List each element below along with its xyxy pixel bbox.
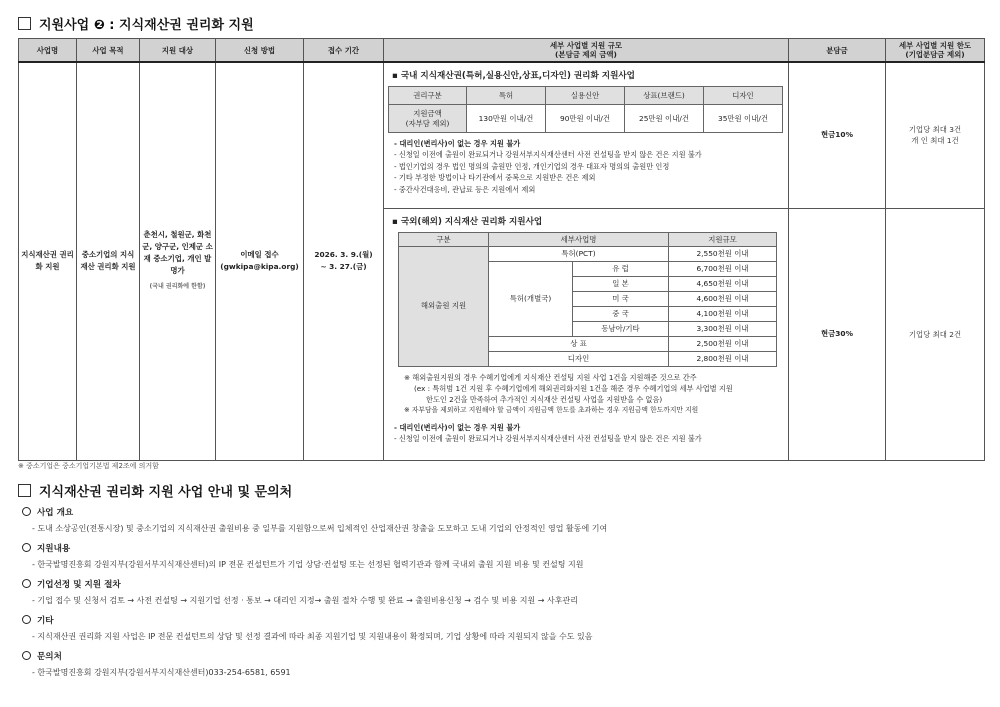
overseas-header-row — [399, 232, 777, 246]
domestic-limit-cell — [886, 62, 985, 208]
overseas-row-name: 상 표 — [489, 336, 669, 351]
domestic-amount-row — [389, 105, 783, 133]
overseas-row-name: 중 국 — [573, 306, 669, 321]
overseas-share: 현금30% — [821, 329, 853, 338]
apply-method: 이메일 접수 — [240, 250, 279, 260]
domestic-scale-cell — [384, 62, 789, 208]
overseas-limit-cell — [886, 208, 985, 460]
overseas-row-name: 동남아/기타 — [573, 321, 669, 336]
overseas-row-name: 유 럽 — [573, 261, 669, 276]
circle-bullet-icon — [22, 507, 31, 516]
guide-item-title: 기업선정 및 지원 절차 — [37, 580, 121, 590]
apply-email: (gwkipa@kipa.org) — [220, 262, 299, 272]
domestic-note: - 신청일 이전에 출원이 완료되거나 강원서부지식재산센터 사전 컨설팅을 받지 않은 건은 지원 불가 — [394, 150, 702, 160]
overseas-col-scale: 지원규모 — [669, 232, 777, 246]
header-limit-line2: (기업분담금 제외) — [905, 50, 965, 59]
header-purpose: 사업 목적 — [77, 39, 140, 63]
section-heading-guide — [18, 481, 292, 500]
circle-bullet-icon — [22, 579, 31, 588]
guide-item-overview — [22, 506, 608, 533]
table-header-row — [19, 39, 985, 63]
guide-item-procedure — [22, 578, 578, 605]
overseas-remarks — [404, 372, 784, 416]
guide-item-title: 사업 개요 — [37, 508, 74, 518]
overseas-limit: 기업당 최대 2건 — [908, 329, 962, 339]
domestic-note: - 기타 부정한 방법이나 타기관에서 중복으로 지원받은 건은 제외 — [394, 173, 596, 183]
header-program-name: 사업명 — [19, 39, 77, 63]
header-target: 지원 대상 — [140, 39, 216, 63]
section-heading-support-program — [18, 14, 254, 33]
overseas-row-amount: 4,650천원 이내 — [669, 276, 777, 291]
period-start: 2026. 3. 9.(월) — [314, 250, 373, 260]
guide-item-desc: - 도내 소상공인(전통시장) 및 중소기업의 지식재산권 출원비용 중 일부를 지원함으로써 입체적인 산업재산권 창출을 도모하고 도내 기업의 안정적인 영업 활동에 기여 — [32, 524, 608, 533]
domestic-header-row — [389, 87, 783, 105]
overseas-patent-group: 특허(개별국) — [489, 261, 573, 336]
overseas-row-amount: 2,800천원 이내 — [669, 351, 777, 366]
guide-item-contact — [22, 650, 291, 677]
header-scale-line2: (본담금 제외 금액) — [555, 50, 617, 59]
overseas-row-name: 미 국 — [573, 291, 669, 306]
support-program-table — [18, 38, 985, 461]
overseas-share-cell — [789, 208, 886, 460]
circle-bullet-icon — [22, 543, 31, 552]
domestic-share: 현금10% — [821, 130, 853, 140]
domestic-note: - 중간사건대응비, 관납료 등은 지원에서 제외 — [394, 184, 536, 194]
domestic-row-label-2: (자부담 제외) — [405, 118, 450, 128]
overseas-row-amount: 4,100천원 이내 — [669, 306, 777, 321]
guide-item-etc — [22, 614, 593, 641]
domestic-col-patent: 특허 — [467, 87, 546, 105]
domestic-col-trademark: 상표(브랜드) — [625, 87, 704, 105]
circle-bullet-icon — [22, 651, 31, 660]
target-cell — [140, 62, 216, 460]
overseas-title: ▪ 국외(해외) 지식재산 권리화 지원사업 — [392, 216, 543, 227]
overseas-col-category: 구분 — [399, 232, 489, 246]
overseas-remark: 한도인 2건을 만족하여 추가적인 지식재산 컨설팅 사업을 지원받을 수 없음) — [426, 394, 663, 404]
section-title: 지식재산권 권리화 지원 사업 안내 및 문의처 — [39, 485, 293, 500]
overseas-row-name: 특허(PCT) — [489, 246, 669, 261]
target: 춘천시, 철원군, 화천군, 양구군, 인제군 소재 중소기업, 개인 발명가 — [142, 230, 213, 276]
guide-item-support — [22, 542, 584, 569]
header-scale-line1: 세부 사업별 지원 규모 — [550, 41, 622, 50]
overseas-notes — [394, 422, 784, 445]
overseas-row-amount: 2,550천원 이내 — [669, 246, 777, 261]
domestic-col-type: 권리구분 — [389, 87, 467, 105]
domestic-limit-1: 기업당 최대 3건 — [908, 125, 962, 135]
apply-method-cell — [216, 62, 304, 460]
domestic-amount-utility: 90만원 이내/건 — [546, 105, 625, 133]
domestic-note-head: - 대리인(변리사)이 없는 경우 지원 불가 — [394, 139, 521, 148]
domestic-notes — [394, 138, 784, 195]
domestic-limit-2: 개 인 최대 1건 — [911, 136, 959, 146]
overseas-remark: ※ 해외출원지원의 경우 수혜기업에게 지식재산 컨설팅 지원 사업 1건을 지원해준 것으로 간주 — [404, 372, 697, 382]
guide-item-desc: - 지식재산권 권리화 지원 사업은 IP 전문 컨설턴트의 상담 및 선정 결과에 따라 최종 지원기업 및 지원내용이 확정되며, 기업 상황에 따라 지원되지 않을 수도 있음 — [32, 632, 593, 641]
guide-item-title: 기타 — [37, 616, 54, 626]
guide-item-desc: - 기업 접수 및 신청서 검토 → 사전 컨설팅 → 지원기업 선정 · 통보 → 대리인 지정→ 출원 절차 수행 및 완료 → 출원비용신청 → 검수 및 비용 지원 → 사후관리 — [32, 596, 578, 605]
program-name-cell — [19, 62, 77, 460]
header-limit — [886, 39, 985, 63]
domestic-col-design: 디자인 — [704, 87, 783, 105]
domestic-col-utility: 실용신안 — [546, 87, 625, 105]
header-limit-line1: 세부 사업별 지원 한도 — [899, 41, 971, 50]
domestic-amount-table — [388, 86, 783, 133]
footnote: ※ 중소기업은 중소기업기본법 제2조에 의거함 — [18, 462, 159, 470]
overseas-row-name: 일 본 — [573, 276, 669, 291]
header-share: 분담금 — [789, 39, 886, 63]
purpose: 중소기업의 지식재산 권리화 지원 — [80, 250, 136, 272]
domestic-title: ▪ 국내 지식재산권(특허,실용신안,상표,디자인) 권리화 지원사업 — [392, 71, 635, 81]
domestic-share-cell — [789, 62, 886, 208]
overseas-row — [399, 246, 777, 261]
overseas-note-head: - 대리인(변리사)이 없는 경우 지원 불가 — [394, 422, 521, 432]
section-title: 지원사업 ❷ : 지식재산권 권리화 지원 — [39, 18, 254, 33]
table-row-domestic — [19, 62, 985, 208]
overseas-scale-cell — [384, 208, 789, 460]
checkbox-square-icon — [18, 17, 31, 30]
program-name: 지식재산권 권리화 지원 — [21, 250, 74, 272]
guide-item-desc: - 한국발명진흥회 강원지부(강원서부지식재산센터)033-254-6581, 6591 — [32, 668, 291, 677]
guide-item-title: 문의처 — [37, 652, 62, 662]
overseas-col-name: 세부사업명 — [489, 232, 669, 246]
checkbox-square-icon — [18, 484, 31, 497]
domestic-amount-patent: 130만원 이내/건 — [467, 105, 546, 133]
purpose-cell — [77, 62, 140, 460]
guide-item-title: 지원내용 — [37, 544, 71, 554]
overseas-row-amount: 4,600천원 이내 — [669, 291, 777, 306]
target-note: (국내 권리화에 한함) — [149, 283, 206, 291]
overseas-category: 해외출원 지원 — [399, 246, 489, 366]
overseas-row-amount: 3,300천원 이내 — [669, 321, 777, 336]
overseas-row-name: 디자인 — [489, 351, 669, 366]
domestic-note: - 법인기업의 경우 법인 명의의 출원만 인정, 개인기업의 경우 대표자 명의의 출원만 인정 — [394, 161, 670, 171]
domestic-row-label-1: 지원금액 — [413, 108, 442, 118]
overseas-note: - 신청일 이전에 출원이 완료되거나 강원서부지식재산센터 사전 컨설팅을 받지 않은 건은 지원 불가 — [394, 433, 702, 443]
overseas-row-amount: 6,700천원 이내 — [669, 261, 777, 276]
overseas-row-amount: 2,500천원 이내 — [669, 336, 777, 351]
overseas-table — [398, 232, 777, 367]
domestic-row-label — [389, 105, 467, 133]
circle-bullet-icon — [22, 615, 31, 624]
header-apply-method: 신청 방법 — [216, 39, 304, 63]
period-cell — [304, 62, 384, 460]
header-period: 접수 기간 — [304, 39, 384, 63]
guide-item-desc: - 한국발명진흥회 강원지부(강원서부지식재산센터)의 IP 전문 컨설턴트가 기업 상담·컨설팅 또는 선정된 협력기관과 함께 국내외 출원 지원 비용 및 컨설팅 지원 — [32, 560, 584, 569]
domestic-amount-trademark: 25만원 이내/건 — [625, 105, 704, 133]
header-scale — [384, 39, 789, 63]
domestic-amount-design: 35만원 이내/건 — [704, 105, 783, 133]
overseas-remark: (ex : 특허범 1건 지원 후 수혜기업에게 해외권리화지원 1건을 해준 경우 수혜기업의 세부 사업별 지원 — [414, 383, 733, 393]
period-end: ~ 3. 27.(금) — [320, 262, 367, 272]
overseas-remark: ※ 자부담을 제외하고 지원해야 할 금액이 지원금액 한도를 초과하는 경우 지원금액 한도까지만 지원 — [404, 405, 699, 414]
